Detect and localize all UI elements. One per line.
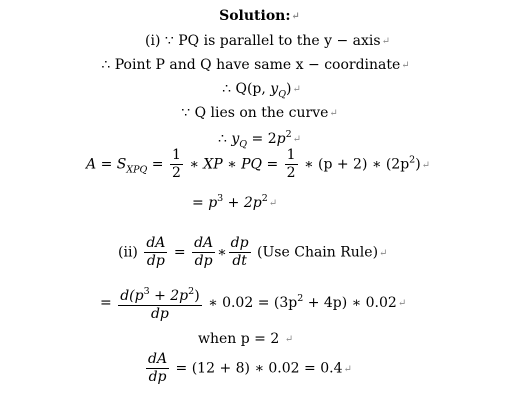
part-ii-final: $\frac{dA}{dp}$ = (12 + 8) ∗ 0.02 = 0.4↵	[148, 351, 352, 385]
fraction-derivative: $\frac{d(p^3 + 2p^2)}{dp}$	[120, 286, 200, 322]
part-i-line-same-x: ∴ Point P and Q have same x − coordinate↵	[101, 57, 410, 73]
fraction-half: $\frac{1}{2}$	[171, 147, 181, 181]
fraction-half: $\frac{1}{2}$	[286, 147, 296, 181]
part-i-line-parallel: (i) ∵ PQ is parallel to the y − axis↵	[145, 33, 390, 49]
area-formula: $A = S_{XPQ}$ = $\frac{1}{2}$ ∗ XP ∗ PQ = $\frac{1}{2}$ ∗ (p + 2) ∗ $(2p^2)↵$	[86, 147, 431, 181]
part-ii-derivative: = $\frac{d(p^3 + 2p^2)}{dp}$ ∗ $0.02 = (3p^2 + 4p)$ ∗ 0.02↵	[100, 286, 407, 322]
part-i-line-point-q: ∴ Q(p, $y_Q)↵$	[222, 81, 301, 100]
solution-title: Solution:↵	[219, 8, 300, 24]
part-i-line-yq: ∴ $y_Q$ = $2p^2↵$	[217, 129, 302, 150]
fraction-dA-dp: $\frac{dA}{dp}$	[148, 351, 168, 385]
part-i-line-on-curve: ∵ Q lies on the curve↵	[181, 105, 338, 121]
fraction-dp-dt: $\frac{dp}{dt}$	[230, 235, 249, 269]
fraction-dA-dp: $\frac{dA}{dp}$	[146, 235, 166, 269]
paragraph-mark: ↵	[291, 11, 300, 22]
area-result: = $p^3$ + $2p^2↵$	[192, 193, 278, 211]
fraction-dA-dp: $\frac{dA}{dp}$	[194, 235, 214, 269]
part-ii-chain-rule: (ii) $\frac{dA}{dp}$ = $\frac{dA}{dp}$ ∗ $\frac{dp}{dt}$ (Use Chain Rule)↵	[118, 235, 388, 269]
part-ii-when: when p = 2 ↵	[198, 331, 294, 347]
